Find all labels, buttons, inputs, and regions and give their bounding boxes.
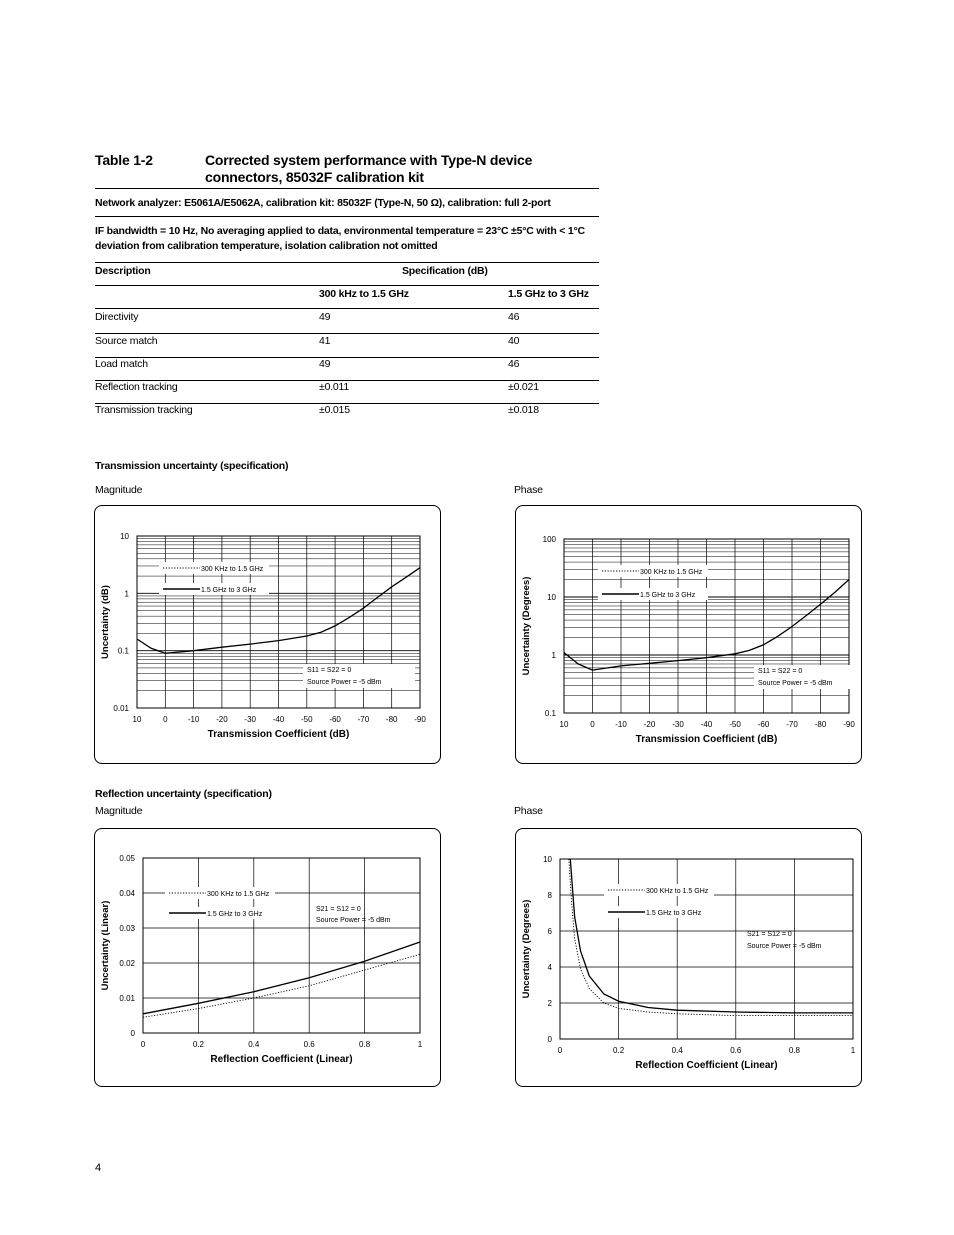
x-tick-label: 0 <box>163 715 168 724</box>
table-note-analyzer: Network analyzer: E5061A/E5062A, calibration kit: 85032F (Type-N, 50 Ω), calibration: full 2-port <box>95 197 551 209</box>
y-tick-label: 0.02 <box>119 959 135 968</box>
header-description: Description <box>95 265 151 277</box>
transmission-heading: Transmission uncertainty (specification) <box>95 460 289 472</box>
reflection-phase-chart <box>515 828 862 1087</box>
x-tick-label: -50 <box>729 720 741 729</box>
table-note-conditions: IF bandwidth = 10 Hz, No averaging applied to data, environmental temperature = 23°C ±5°C with < 1°C deviation from calibration temperature, isolation calibration not omitted <box>95 225 585 252</box>
x-tick-label: 0.8 <box>788 1046 800 1055</box>
y-tick-label: 0 <box>547 1035 552 1044</box>
x-tick-label: -60 <box>757 720 770 729</box>
row-description: Source match <box>95 335 158 347</box>
row-description: Reflection tracking <box>95 381 178 393</box>
header-col-high: 1.5 GHz to 3 GHz <box>508 288 589 300</box>
x-tick-label: 0.6 <box>730 1046 742 1055</box>
y-tick-label: 1 <box>124 589 129 599</box>
header-specification: Specification (dB) <box>402 265 488 277</box>
x-tick-label: -70 <box>786 720 798 729</box>
y-tick-label: 8 <box>547 891 552 900</box>
reflection-magnitude-label: Magnitude <box>95 805 143 817</box>
x-tick-label: 0 <box>557 1046 563 1055</box>
divider <box>95 216 599 217</box>
x-tick-label: 0.2 <box>192 1040 204 1049</box>
row-value-high-band: ±0.018 <box>508 404 539 416</box>
transmission-phase-label: Phase <box>514 484 543 496</box>
y-tick-label: 0.1 <box>544 709 556 718</box>
row-value-high-band: 46 <box>508 358 520 370</box>
x-tick-label: 0.4 <box>671 1046 683 1055</box>
y-axis-label: Uncertainty (Linear) <box>100 900 111 991</box>
y-tick-label: 0.1 <box>117 646 129 656</box>
header-col-low: 300 kHz to 1.5 GHz <box>319 288 409 300</box>
x-tick-label: 10 <box>559 720 569 729</box>
x-tick-label: 0.2 <box>613 1046 625 1055</box>
y-axis-label: Uncertainty (dB) <box>100 585 111 659</box>
y-axis-label: Uncertainty (Degrees) <box>521 576 532 676</box>
row-value-low-band: ±0.015 <box>319 404 350 416</box>
row-description: Transmission tracking <box>95 404 193 416</box>
x-tick-label: -40 <box>700 720 713 729</box>
x-axis-label: Transmission Coefficient (dB) <box>635 734 778 745</box>
x-tick-label: -90 <box>843 720 855 729</box>
x-tick-label: 0 <box>590 720 595 729</box>
y-tick-label: 0.01 <box>113 704 129 713</box>
y-tick-label: 6 <box>547 927 552 936</box>
row-divider <box>95 403 599 404</box>
legend-label: 1.5 GHz to 3 GHz <box>201 587 257 594</box>
table-label: Table 1-2 <box>95 152 153 168</box>
x-tick-label: -40 <box>272 715 285 724</box>
row-divider <box>95 333 599 334</box>
divider <box>95 188 599 189</box>
row-value-low-band: 49 <box>319 358 331 370</box>
annotation-text: Source Power = -5 dBm <box>758 680 833 687</box>
y-tick-label: 0 <box>130 1029 135 1038</box>
series-line-low-band <box>143 954 420 1017</box>
row-value-high-band: ±0.021 <box>508 381 539 393</box>
x-axis-label: Transmission Coefficient (dB) <box>207 729 350 740</box>
page-number: 4 <box>95 1162 102 1174</box>
row-value-low-band: 41 <box>319 335 331 347</box>
table-title: Corrected system performance with Type-N device connectors, 85032F calibration kit <box>205 152 533 185</box>
x-tick-label: -10 <box>615 720 627 729</box>
x-tick-label: -20 <box>216 715 228 724</box>
row-value-high-band: 46 <box>508 311 520 323</box>
x-tick-label: 0.4 <box>248 1040 260 1049</box>
x-tick-label: 1 <box>417 1040 423 1049</box>
x-axis-label: Reflection Coefficient (Linear) <box>210 1054 353 1065</box>
x-tick-label: -50 <box>301 715 313 724</box>
x-tick-label: -80 <box>814 720 827 729</box>
annotation-text: S11 = S22 = 0 <box>307 667 352 674</box>
x-tick-label: 10 <box>132 715 142 724</box>
x-tick-label: -30 <box>672 720 684 729</box>
legend-label: 300 KHz to 1.5 GHz <box>207 891 270 898</box>
x-tick-label: 0.6 <box>303 1040 315 1049</box>
y-tick-label: 0.04 <box>119 889 135 898</box>
y-tick-label: 2 <box>547 999 552 1008</box>
legend-label: 300 KHz to 1.5 GHz <box>640 569 703 576</box>
y-tick-label: 4 <box>547 963 552 972</box>
x-tick-label: -10 <box>187 715 200 724</box>
row-value-low-band: ±0.011 <box>319 381 350 393</box>
row-description: Directivity <box>95 311 139 323</box>
divider <box>95 262 599 263</box>
row-description: Load match <box>95 358 148 370</box>
x-tick-label: -20 <box>643 720 656 729</box>
x-tick-label: -70 <box>357 715 370 724</box>
x-tick-label: -80 <box>385 715 398 724</box>
y-tick-label: 0.03 <box>119 924 135 933</box>
x-tick-label: 0.8 <box>359 1040 371 1049</box>
transmission-magnitude-chart <box>94 505 441 764</box>
y-tick-label: 0.01 <box>119 994 135 1003</box>
reflection-phase-label: Phase <box>514 805 543 817</box>
transmission-magnitude-label: Magnitude <box>95 484 143 496</box>
y-tick-label: 100 <box>542 535 556 544</box>
legend-label: 1.5 GHz to 3 GHz <box>207 911 263 918</box>
legend-label: 1.5 GHz to 3 GHz <box>640 592 696 599</box>
annotation-text: S11 = S22 = 0 <box>758 668 803 675</box>
row-divider <box>95 357 599 358</box>
x-tick-label: 0 <box>140 1040 146 1049</box>
divider <box>95 285 599 286</box>
y-tick-label: 10 <box>543 855 552 864</box>
annotation-text: Source Power = -5 dBm <box>307 679 382 686</box>
annotation-text: Source Power = -5 dBm <box>316 917 391 924</box>
legend-label: 1.5 GHz to 3 GHz <box>646 910 702 917</box>
y-tick-label: 0.05 <box>119 854 135 863</box>
series-line-high-band <box>143 942 420 1014</box>
x-axis-label: Reflection Coefficient (Linear) <box>635 1060 778 1071</box>
plot-frame <box>143 858 420 1033</box>
reflection-magnitude-chart <box>94 828 441 1087</box>
annotation-text: Source Power = -5 dBm <box>747 943 822 950</box>
annotation-text: S21 = S12 = 0 <box>316 906 361 913</box>
x-tick-label: -30 <box>244 715 256 724</box>
legend-label: 300 KHz to 1.5 GHz <box>201 566 264 573</box>
y-tick-label: 10 <box>120 532 129 541</box>
x-tick-label: 1 <box>850 1046 856 1055</box>
x-tick-label: -90 <box>414 715 426 724</box>
transmission-phase-chart <box>515 505 862 764</box>
x-tick-label: -60 <box>329 715 341 724</box>
series-line-high-band <box>570 859 853 1013</box>
annotation-text: S21 = S12 = 0 <box>747 931 792 938</box>
y-axis-label: Uncertainty (Degrees) <box>521 899 532 999</box>
legend-label: 300 KHz to 1.5 GHz <box>646 888 709 895</box>
reflection-heading: Reflection uncertainty (specification) <box>95 788 272 800</box>
row-value-low-band: 49 <box>319 311 331 323</box>
divider <box>95 308 599 309</box>
row-value-high-band: 40 <box>508 335 520 347</box>
series-line-low-band <box>569 859 853 1016</box>
y-tick-label: 1 <box>551 651 556 660</box>
y-tick-label: 10 <box>547 593 556 602</box>
